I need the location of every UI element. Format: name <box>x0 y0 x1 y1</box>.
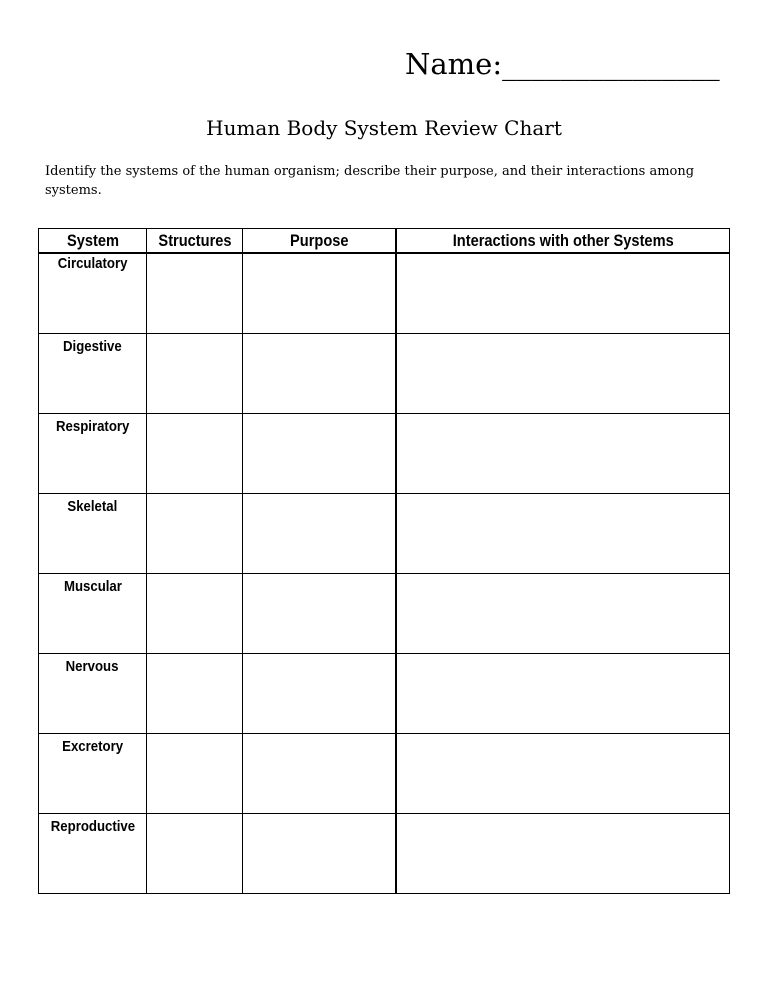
interactions-cell[interactable] <box>396 494 730 574</box>
system-label: Digestive <box>63 338 122 355</box>
column-header-system: System <box>46 229 139 254</box>
table-row <box>39 814 730 894</box>
system-label: Muscular <box>63 578 122 595</box>
purpose-cell[interactable] <box>243 494 396 574</box>
system-cell <box>39 574 147 654</box>
system-label: Reproductive <box>50 818 135 835</box>
purpose-cell[interactable] <box>243 814 396 894</box>
structures-cell[interactable] <box>147 574 243 654</box>
interactions-cell[interactable] <box>396 253 730 334</box>
purpose-cell[interactable] <box>243 414 396 494</box>
purpose-cell[interactable] <box>243 734 396 814</box>
structures-cell[interactable] <box>147 654 243 734</box>
structures-cell[interactable] <box>147 334 243 414</box>
page-title: Human Body System Review Chart <box>206 116 562 140</box>
structures-cell[interactable] <box>147 814 243 894</box>
system-label: Excretory <box>62 738 123 755</box>
structures-cell[interactable] <box>147 494 243 574</box>
interactions-cell[interactable] <box>396 654 730 734</box>
system-cell <box>39 494 147 574</box>
column-header-structures: Structures <box>153 229 236 254</box>
table-row <box>39 414 730 494</box>
table-row <box>39 654 730 734</box>
interactions-cell[interactable] <box>396 814 730 894</box>
table-header-row <box>39 229 730 254</box>
instructions-text: Identify the systems of the human organism; describe their purpose, and their interactions among systems. <box>45 164 695 198</box>
system-label: Skeletal <box>67 498 118 515</box>
purpose-cell[interactable] <box>243 253 396 334</box>
table-row <box>39 734 730 814</box>
table-row <box>39 494 730 574</box>
table-row <box>39 574 730 654</box>
purpose-cell[interactable] <box>243 654 396 734</box>
column-header-purpose: Purpose <box>253 229 385 254</box>
system-cell <box>39 253 147 334</box>
system-label: Nervous <box>66 658 119 675</box>
table-row <box>39 253 730 334</box>
structures-cell[interactable] <box>147 253 243 334</box>
column-header-interactions: Interactions with other Systems <box>419 229 706 254</box>
interactions-cell[interactable] <box>396 414 730 494</box>
system-cell <box>39 334 147 414</box>
interactions-cell[interactable] <box>396 734 730 814</box>
structures-cell[interactable] <box>147 734 243 814</box>
review-chart-table <box>38 228 730 894</box>
interactions-cell[interactable] <box>396 574 730 654</box>
table-row <box>39 334 730 414</box>
purpose-cell[interactable] <box>243 574 396 654</box>
name-field-label: Name:_______________ <box>405 47 720 81</box>
purpose-cell[interactable] <box>243 334 396 414</box>
system-label: Respiratory <box>55 418 130 435</box>
interactions-cell[interactable] <box>396 334 730 414</box>
system-cell <box>39 654 147 734</box>
structures-cell[interactable] <box>147 414 243 494</box>
system-cell <box>39 814 147 894</box>
system-cell <box>39 414 147 494</box>
system-label: Circulatory <box>57 255 128 272</box>
system-cell <box>39 734 147 814</box>
